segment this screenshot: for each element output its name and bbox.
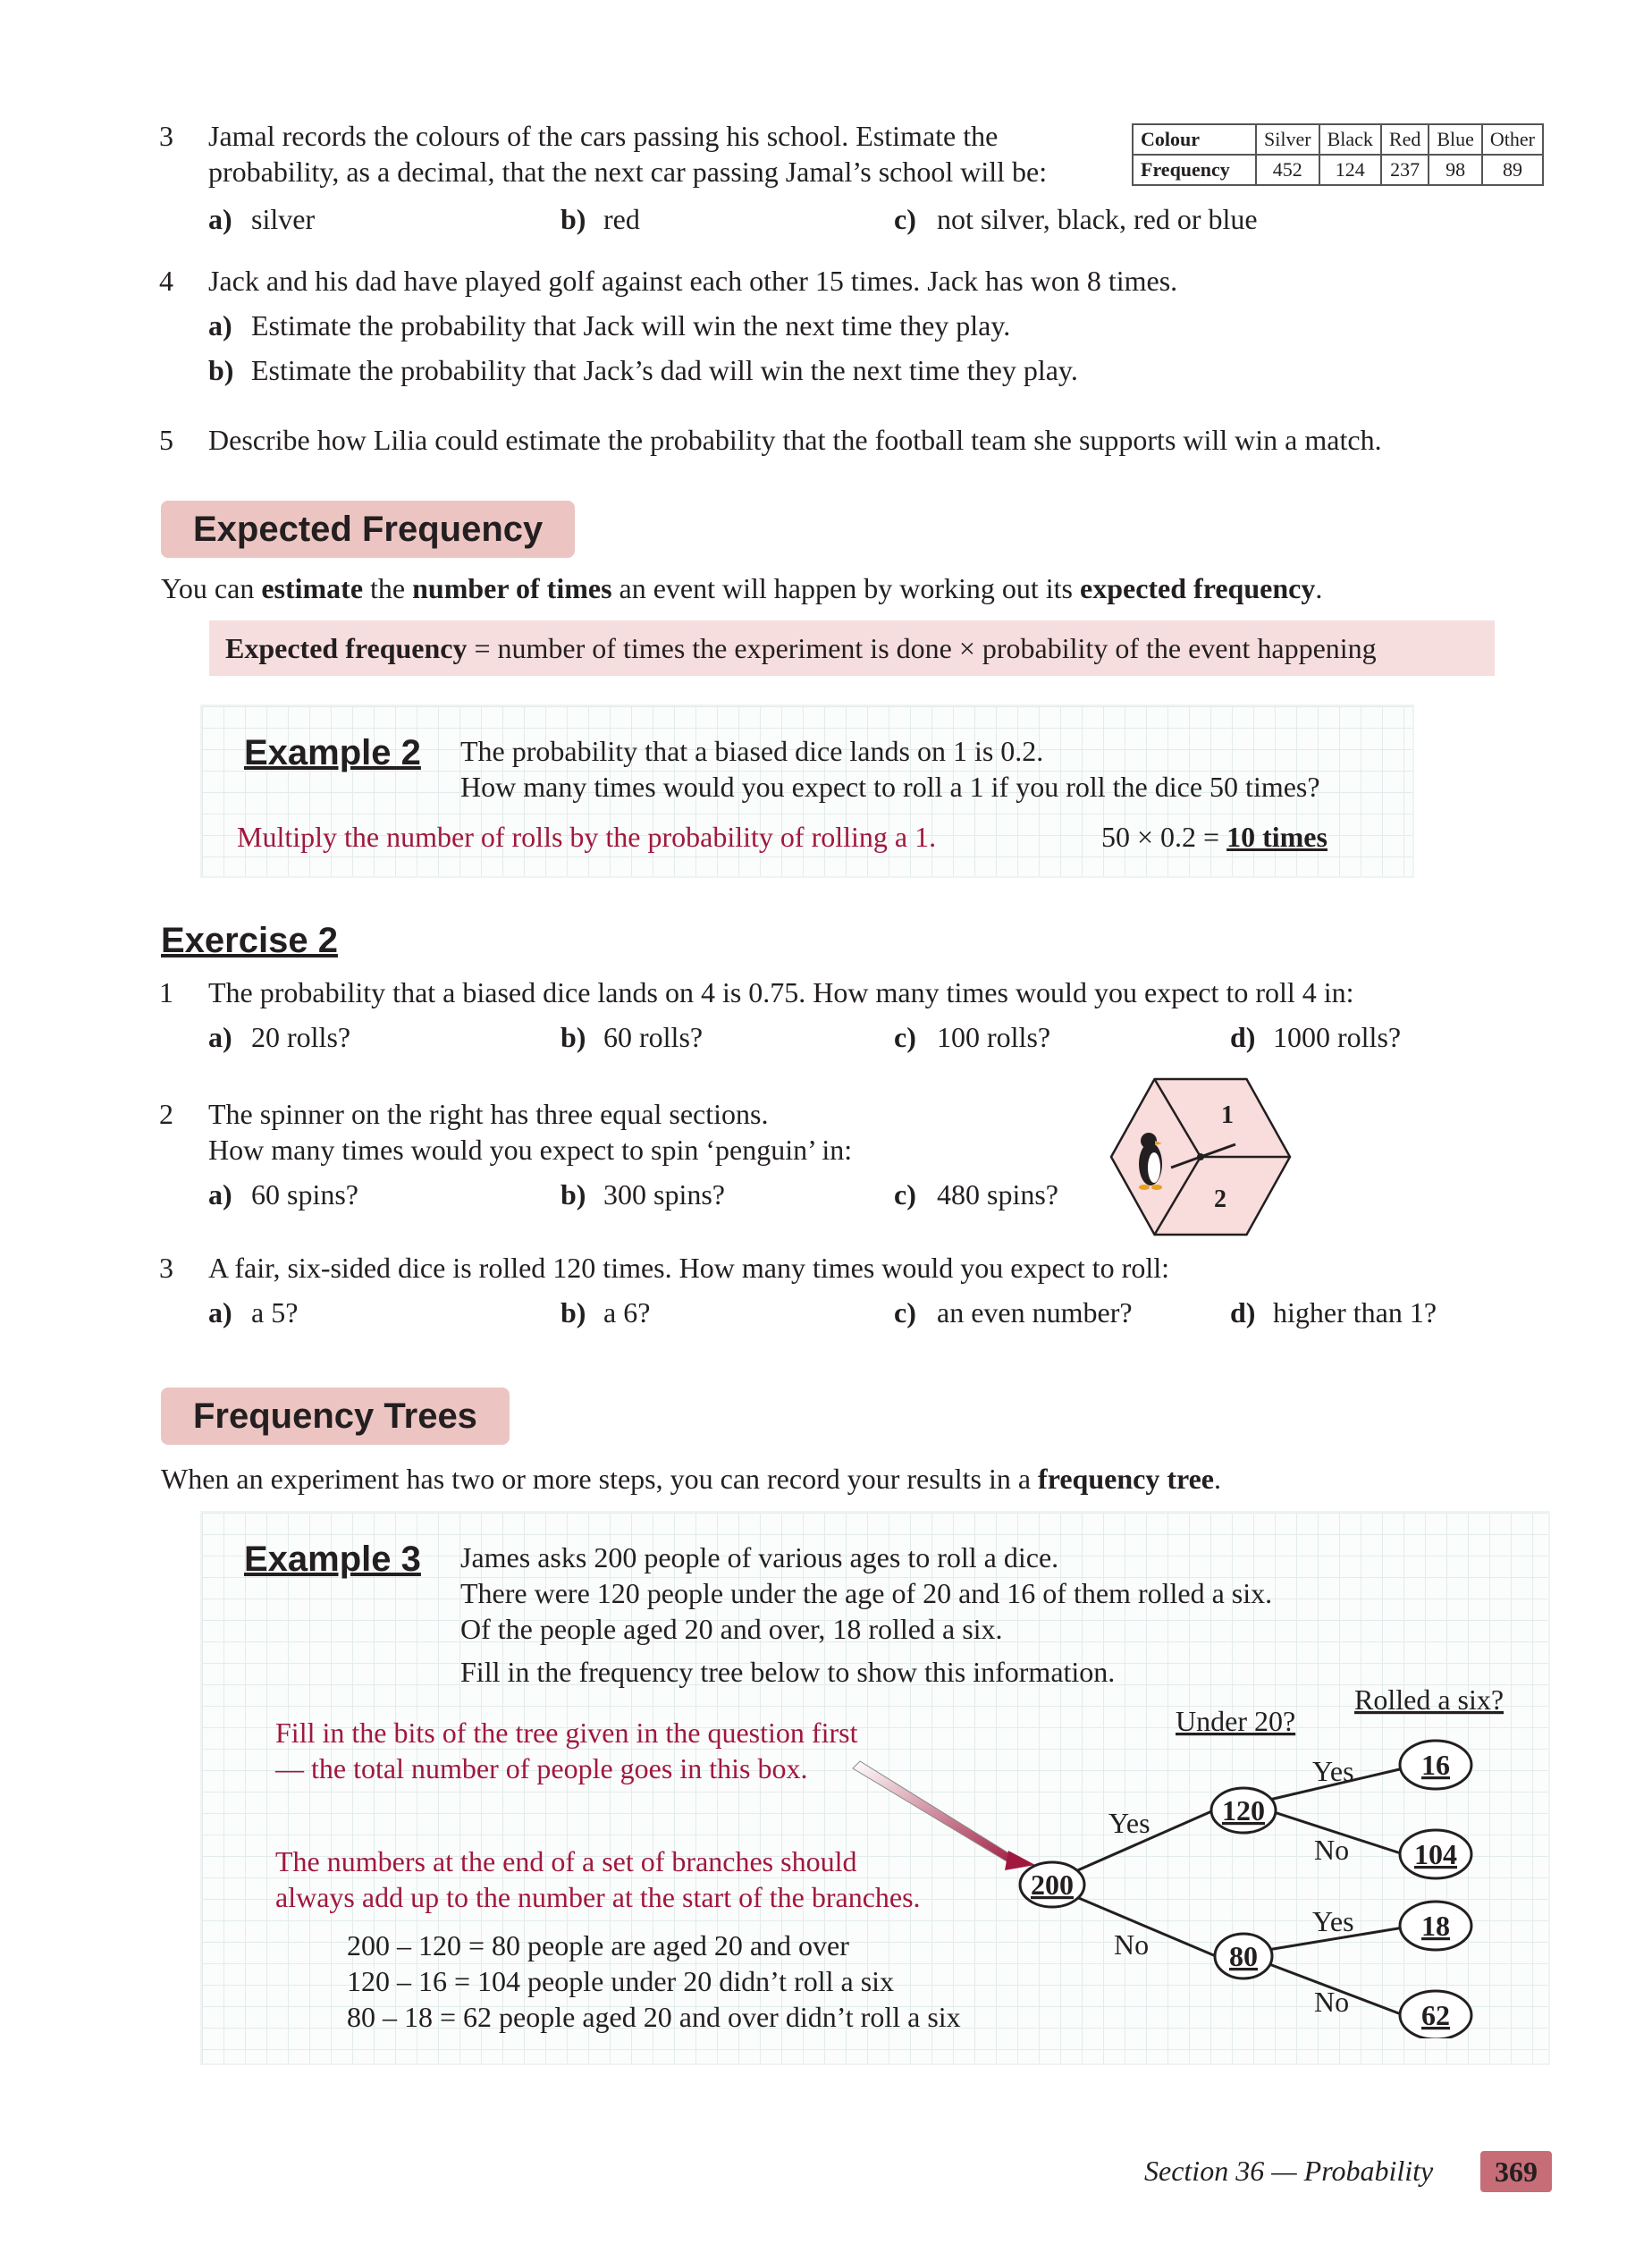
tree-leaf [1400, 1991, 1471, 2038]
intro-text: an event will happen by working out its [611, 572, 1080, 604]
table-cell: 98 [1429, 155, 1482, 185]
question-number: 2 [159, 1098, 173, 1130]
branch-label: Yes [1312, 1755, 1354, 1787]
part-label: a) [208, 1178, 232, 1211]
part-text: 1000 rolls? [1273, 1021, 1402, 1053]
part-text: 100 rolls? [937, 1021, 1051, 1053]
intro-text: When an experiment has two or more steps, you can record your results in a [161, 1463, 1039, 1495]
part-text: a 5? [251, 1296, 299, 1329]
part-text: 20 rolls? [251, 1021, 351, 1053]
part-text: 60 spins? [251, 1178, 358, 1211]
question-text: Jack and his dad have played golf against each other 15 times. Jack has won 8 times. [208, 265, 1178, 297]
table-cell: Blue [1429, 124, 1482, 155]
question-number: 5 [159, 424, 173, 456]
tree-leaf [1400, 1902, 1471, 1950]
exercise-2-title: Exercise 2 [161, 921, 338, 960]
node-value: 16 [1421, 1749, 1450, 1781]
footer-section-title: Section 36 — Probability [1144, 2155, 1434, 2187]
example-2-title: Example 2 [244, 733, 421, 772]
example-text: The probability that a biased dice lands on 1 is 0.2. [460, 735, 1044, 767]
example-text: How many times would you expect to roll a 1 if you roll the dice 50 times? [460, 771, 1320, 803]
part-label: c) [894, 1178, 916, 1211]
question-text: A fair, six-sided dice is rolled 120 times. How many times would you expect to roll: [208, 1252, 1169, 1284]
part-text: Estimate the probability that Jack’s dad will win the next time they play. [251, 354, 1078, 386]
example-3-title: Example 3 [244, 1540, 421, 1579]
working-line: 80 – 18 = 62 people aged 20 and over didn’t roll a six [347, 2001, 961, 2033]
spinner-label: 1 [1221, 1101, 1234, 1129]
part-text: silver [251, 203, 316, 235]
colour-frequency-table [1132, 123, 1544, 186]
frequency-trees-intro [161, 1461, 1221, 1497]
intro-bold: expected frequency [1079, 572, 1316, 604]
part-text: not silver, black, red or blue [937, 203, 1258, 235]
tree-node [1215, 1934, 1272, 1978]
working-line: 120 – 16 = 104 people under 20 didn’t roll a six [347, 1965, 895, 1997]
table-cell: 237 [1381, 155, 1429, 185]
part-text: 300 spins? [603, 1178, 725, 1211]
example-answer-line [1101, 819, 1328, 855]
part-label: b) [560, 1178, 586, 1211]
table-header-cell: Colour [1133, 124, 1256, 155]
question-text: Describe how Lilia could estimate the probability that the football team she supports will win a match. [208, 424, 1382, 456]
part-label: c) [894, 1021, 916, 1053]
tree-node-root [1020, 1862, 1084, 1907]
intro-bold: estimate [261, 572, 364, 604]
formula-text: = number of times the experiment is done × probability of the event happening [467, 632, 1377, 664]
example-text: James asks 200 people of various ages to roll a dice. [460, 1541, 1059, 1573]
intro-text: . [1214, 1463, 1221, 1495]
frequency-tree [840, 1681, 1538, 2038]
tree-leaf [1400, 1741, 1471, 1789]
question-text: How many times would you expect to spin ‘penguin’ in: [208, 1134, 853, 1166]
part-label: c) [894, 1296, 916, 1329]
part-text: red [603, 203, 640, 235]
part-label: d) [1230, 1296, 1256, 1329]
intro-text: You can [161, 572, 262, 604]
question-text: The probability that a biased dice lands on 4 is 0.75. How many times would you expect to roll 4 in: [208, 976, 1354, 1008]
table-cell: Red [1381, 124, 1429, 155]
intro-bold: frequency tree [1038, 1463, 1214, 1495]
expected-frequency-formula [209, 620, 1495, 676]
table-cell: Black [1319, 124, 1381, 155]
tree-leaf [1400, 1830, 1471, 1878]
table-cell: 452 [1256, 155, 1319, 185]
question-number: 3 [159, 120, 173, 152]
spinner-pivot [1197, 1153, 1204, 1160]
part-text: an even number? [937, 1296, 1133, 1329]
formula-term: Expected frequency [225, 632, 468, 664]
part-label: c) [894, 203, 916, 235]
part-label: a) [208, 1296, 232, 1329]
page-number: 369 [1480, 2151, 1552, 2192]
answer: 10 times [1226, 821, 1328, 853]
intro-text: . [1315, 572, 1323, 604]
section-heading-frequency-trees: Frequency Trees [161, 1388, 510, 1445]
question-text: probability, as a decimal, that the next car passing Jamal’s school will be: [208, 156, 1048, 188]
part-text: a 6? [603, 1296, 651, 1329]
spinner-label: 2 [1214, 1185, 1226, 1213]
working-line: 200 – 120 = 80 people are aged 20 and over [347, 1929, 849, 1961]
table-row [1133, 155, 1543, 185]
node-value: 200 [1031, 1869, 1074, 1901]
tree-column-heading: Under 20? [1176, 1705, 1296, 1737]
branch-label: Yes [1312, 1905, 1354, 1937]
branch-label: No [1114, 1928, 1150, 1961]
node-value: 80 [1229, 1940, 1258, 1972]
tree-node [1211, 1788, 1276, 1833]
part-text: 60 rolls? [603, 1021, 704, 1053]
spinner [1108, 1076, 1293, 1237]
table-cell: 124 [1319, 155, 1381, 185]
section-heading-expected-frequency: Expected Frequency [161, 501, 575, 558]
table-header-cell: Frequency [1133, 155, 1256, 185]
part-label: a) [208, 309, 232, 342]
question-number: 4 [159, 265, 173, 297]
branch-label: No [1314, 1986, 1350, 2018]
part-label: b) [560, 1021, 586, 1053]
table-cell: Other [1482, 124, 1543, 155]
node-value: 104 [1414, 1838, 1457, 1870]
part-label: d) [1230, 1021, 1256, 1053]
part-label: b) [560, 1296, 586, 1329]
node-value: 120 [1222, 1794, 1265, 1826]
branch-label: Yes [1108, 1807, 1150, 1839]
part-label: b) [208, 354, 234, 386]
table-cell: Silver [1256, 124, 1319, 155]
example-hint: Multiply the number of rolls by the probability of rolling a 1. [237, 821, 937, 853]
question-number: 3 [159, 1252, 173, 1284]
question-text: The spinner on the right has three equal sections. [208, 1098, 769, 1130]
intro-bold: number of times [412, 572, 612, 604]
table-cell: 89 [1482, 155, 1543, 185]
intro-text: the [363, 572, 413, 604]
part-text: higher than 1? [1273, 1296, 1437, 1329]
part-text: 480 spins? [937, 1178, 1058, 1211]
part-label: a) [208, 203, 232, 235]
branch-label: No [1314, 1834, 1350, 1866]
tree-note: — the total number of people goes in this box. [275, 1752, 808, 1784]
part-label: a) [208, 1021, 232, 1053]
part-text: Estimate the probability that Jack will win the next time they play. [251, 309, 1011, 342]
question-number: 1 [159, 976, 173, 1008]
part-label: b) [560, 203, 586, 235]
tree-note: The numbers at the end of a set of branches should [275, 1845, 857, 1877]
expected-intro [161, 570, 1322, 606]
example-text: Of the people aged 20 and over, 18 rolled a six. [460, 1613, 1003, 1645]
node-value: 62 [1421, 1999, 1450, 2031]
tree-note: Fill in the bits of the tree given in the question first [275, 1717, 858, 1749]
tree-column-heading: Rolled a six? [1354, 1683, 1504, 1716]
example-text: There were 120 people under the age of 20 and 16 of them rolled a six. [460, 1577, 1273, 1609]
question-text: Jamal records the colours of the cars passing his school. Estimate the [208, 120, 999, 152]
tree-note: always add up to the number at the start of the branches. [275, 1881, 921, 1913]
arrow-icon [853, 1761, 1035, 1870]
example-text: Fill in the frequency tree below to show this information. [460, 1656, 1116, 1688]
node-value: 18 [1421, 1910, 1450, 1942]
calculation: 50 × 0.2 = [1101, 821, 1227, 853]
table-row [1133, 124, 1543, 155]
